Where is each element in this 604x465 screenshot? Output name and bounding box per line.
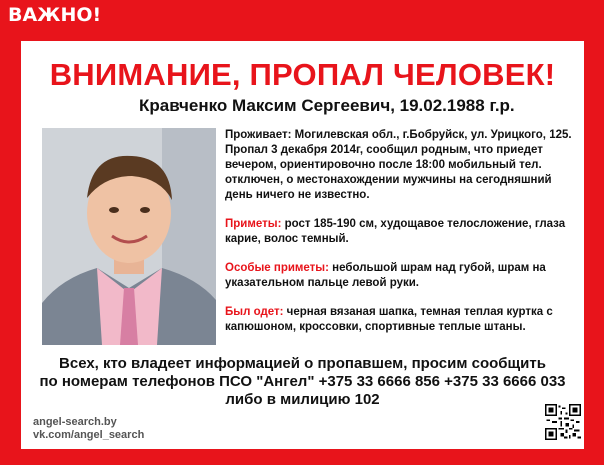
person-photo-illustration — [42, 128, 216, 345]
details-block — [225, 128, 575, 349]
qr-code-icon — [545, 404, 581, 440]
site-link-2[interactable]: vk.com/angel_search — [33, 429, 145, 441]
appeal-line-3: либо в милицию 102 — [225, 391, 380, 408]
poster-panel — [21, 41, 584, 449]
appeal-line-1: Всех, кто владеет информацией о пропавшем, просим сообщить — [59, 355, 546, 372]
signs-text: рост 185-190 см, худощавое телосложение, глаза карие, волос темный. — [225, 218, 566, 245]
important-badge: ВАЖНО! — [0, 0, 112, 30]
residence-paragraph — [225, 128, 575, 203]
headline: ВНИМАНИЕ, ПРОПАЛ ЧЕЛОВЕК! — [49, 57, 556, 92]
appeal-block — [21, 355, 584, 409]
signs-paragraph — [225, 217, 575, 247]
residence-text: Могилевская обл., г.Бобруйск, ул. Урицкого, 125. — [294, 129, 572, 141]
clothes-text: черная вязаная шапка, темная теплая куртка с капюшоном, кроссовки, спортивные теплые штаны. — [225, 306, 553, 333]
special-signs-paragraph — [225, 261, 575, 291]
person-photo — [42, 128, 216, 345]
clothes-paragraph — [225, 305, 575, 335]
missing-text: Пропал 3 декабря 2014г, сообщил родным, что приедет вечером, ориентировочно после 18:00 мобильный тел. отключен, о местонахождении мужчины на сегодняшний день ничего не известно. — [225, 144, 552, 201]
special-signs-label: Особые приметы: — [225, 262, 329, 274]
person-name-line: Кравченко Максим Сергеевич, 19.02.1988 г.р. — [139, 96, 515, 115]
residence-label: Проживает: — [225, 129, 292, 141]
signs-label: Приметы: — [225, 218, 282, 230]
clothes-label: Был одет: — [225, 306, 284, 318]
site-link-1[interactable]: angel-search.by — [33, 416, 117, 428]
website-links — [33, 416, 144, 442]
appeal-line-2: по номерам телефонов ПСО "Ангел" +375 33 6666 856 +375 33 6666 033 — [39, 373, 566, 390]
special-signs-text: небольшой шрам над губой, шрам на указательном пальце левой руки. — [225, 262, 546, 289]
